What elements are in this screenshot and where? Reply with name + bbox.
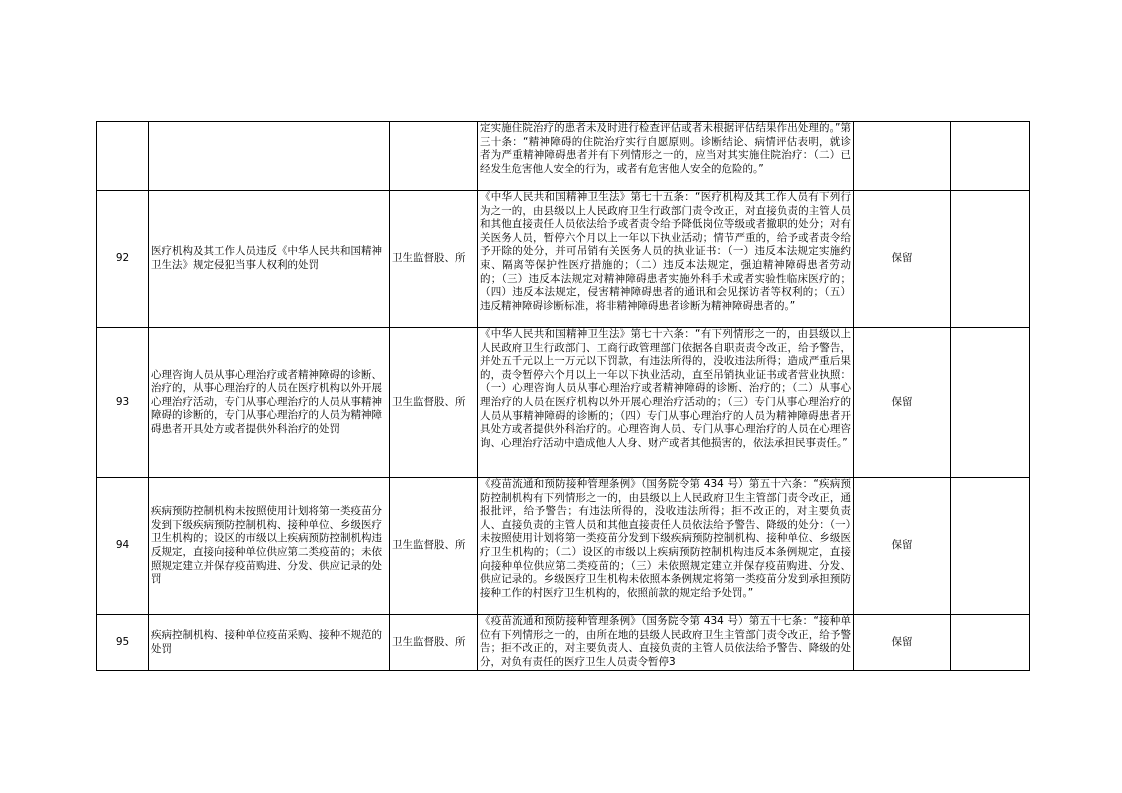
row-number: 93: [97, 328, 149, 478]
legal-basis: [478, 478, 854, 615]
department: 卫生监督股、所: [390, 328, 478, 478]
legal-basis-text: 《中华人民共和国精神卫生法》第七十五条：“医疗机构及其工作人员有下列行为之一的，由县级以上人民政府卫生行政部门责令改正，对直接负责的主管人员和其他直接责任人员依法给予或者责令给予降低岗位等级或者撤职的处分；对有关医务人员，暂停六个月以上一年以下执业活动；情节严重的，给予或者责令给予开除的处分，并可吊销有关医务人员的执业证书：（一）违反本法规定实施约束、隔离等保护性医疗措施的；（二）违反本法规定，强迫精神障碍患者劳动的；（三）违反本法规定对精神障碍患者实施外科手术或者实验性临床医疗的；（四）违反本法规定，侵害精神障碍患者的通讯和会见探访者等权利的；（五）违反精神障碍诊断标准，将非精神障碍患者诊断为精神障碍患者的。”: [480, 191, 851, 312]
legal-basis: [478, 122, 854, 191]
legal-basis-text: 《中华人民共和国精神卫生法》第七十六条：“有下列情形之一的，由县级以上人民政府卫生行政部门、工商行政管理部门依据各自职责责令改正，给予警告，并处五千元以上一万元以下罚款，有违法所得的，没收违法所得；造成严重后果的，责令暂停六个月以上一年以下执业活动，直至吊销执业证书或者营业执照：（一）心理咨询人员从事心理治疗或者精神障碍的诊断、治疗的；（二）从事心理治疗的人员在医疗机构以外开展心理治疗活动的；（三）专门从事心理治疗的人员从事精神障碍的诊断的；（四）专门从事心理治疗的人员为精神障碍患者开具处方或者提供外科治疗的。心理咨询人员、专门从事心理治疗的人员在心理咨询、心理治疗活动中造成他人人身、财产或者其他损害的，依法承担民事责任。”: [480, 328, 851, 449]
status-cell: 保留: [854, 191, 951, 328]
row-number: [97, 122, 149, 191]
regulation-table: [96, 121, 1030, 671]
remark-cell: [951, 615, 1030, 671]
row-number: 95: [97, 615, 149, 671]
item-name: 心理咨询人员从事心理治疗或者精神障碍的诊断、治疗的，从事心理治疗的人员在医疗机构以外开展心理治疗活动，专门从事心理治疗的人员从事精神障碍的诊断的，专门从事心理治疗的人员为精神障碍患者开具处方或者提供外科治疗的处罚: [149, 328, 390, 478]
legal-basis-text: 定实施住院治疗的患者未及时进行检查评估或者未根据评估结果作出处理的。”第三十条：“精神障碍的住院治疗实行自愿原则。诊断结论、病情评估表明，就诊者为严重精神障碍患者并有下列情形之一的，应当对其实施住院治疗：（二）已经发生危害他人安全的行为，或者有危害他人安全的危险的。”: [480, 122, 851, 175]
table-row: [97, 328, 1030, 478]
department: [390, 122, 478, 191]
status-cell: 保留: [854, 328, 951, 478]
status-cell: 保留: [854, 615, 951, 671]
remark-cell: [951, 328, 1030, 478]
item-name: 医疗机构及其工作人员违反《中华人民共和国精神卫生法》规定侵犯当事人权利的处罚: [149, 191, 390, 328]
legal-basis: [478, 191, 854, 328]
table-row: [97, 615, 1030, 671]
table-row: [97, 122, 1030, 191]
department: 卫生监督股、所: [390, 615, 478, 671]
department: 卫生监督股、所: [390, 478, 478, 615]
row-number: 94: [97, 478, 149, 615]
item-name: [149, 122, 390, 191]
table-row: [97, 478, 1030, 615]
item-name: 疾病控制机构、接种单位疫苗采购、接种不规范的处罚: [149, 615, 390, 671]
legal-basis: [478, 615, 854, 671]
remark-cell: [951, 191, 1030, 328]
department: 卫生监督股、所: [390, 191, 478, 328]
row-number: 92: [97, 191, 149, 328]
legal-basis-text: 《疫苗流通和预防接种管理条例》（国务院令第 434 号）第五十七条：“接种单位有下列情形之一的，由所在地的县级人民政府卫生主管部门责令改正，给予警告；拒不改正的，对主要负责人、直接负责的主管人员依法给予警告、降级的处分，对负有责任的医疗卫生人员责令暂停3: [480, 615, 851, 668]
remark-cell: [951, 122, 1030, 191]
remark-cell: [951, 478, 1030, 615]
item-name: 疾病预防控制机构未按照使用计划将第一类疫苗分发到下级疾病预防控制机构、接种单位、乡级医疗卫生机构的；设区的市级以上疾病预防控制机构违反规定，直接向接种单位供应第二类疫苗的；未依照规定建立并保存疫苗购进、分发、供应记录的处罚: [149, 478, 390, 615]
status-cell: 保留: [854, 478, 951, 615]
legal-basis-text: 《疫苗流通和预防接种管理条例》（国务院令第 434 号）第五十六条：“疾病预防控制机构有下列情形之一的，由县级以上人民政府卫生主管部门责令改正，通报批评，给予警告；有违法所得的，没收违法所得；拒不改正的，对主要负责人、直接负责的主管人员和其他直接责任人员依法给予警告、降级的处分：（一）未按照使用计划将第一类疫苗分发到下级疾病预防控制机构、接种单位、乡级医疗卫生机构的；（二）设区的市级以上疾病预防控制机构违反本条例规定，直接向接种单位供应第二类疫苗的；（三）未依照规定建立并保存疫苗购进、分发、供应记录的。乡级医疗卫生机构未依照本条例规定将第一类疫苗分发到承担预防接种工作的村医疗卫生机构的，依照前款的规定给予处罚。”: [480, 478, 851, 599]
table-row: [97, 191, 1030, 328]
legal-basis: [478, 328, 854, 478]
status-cell: [854, 122, 951, 191]
